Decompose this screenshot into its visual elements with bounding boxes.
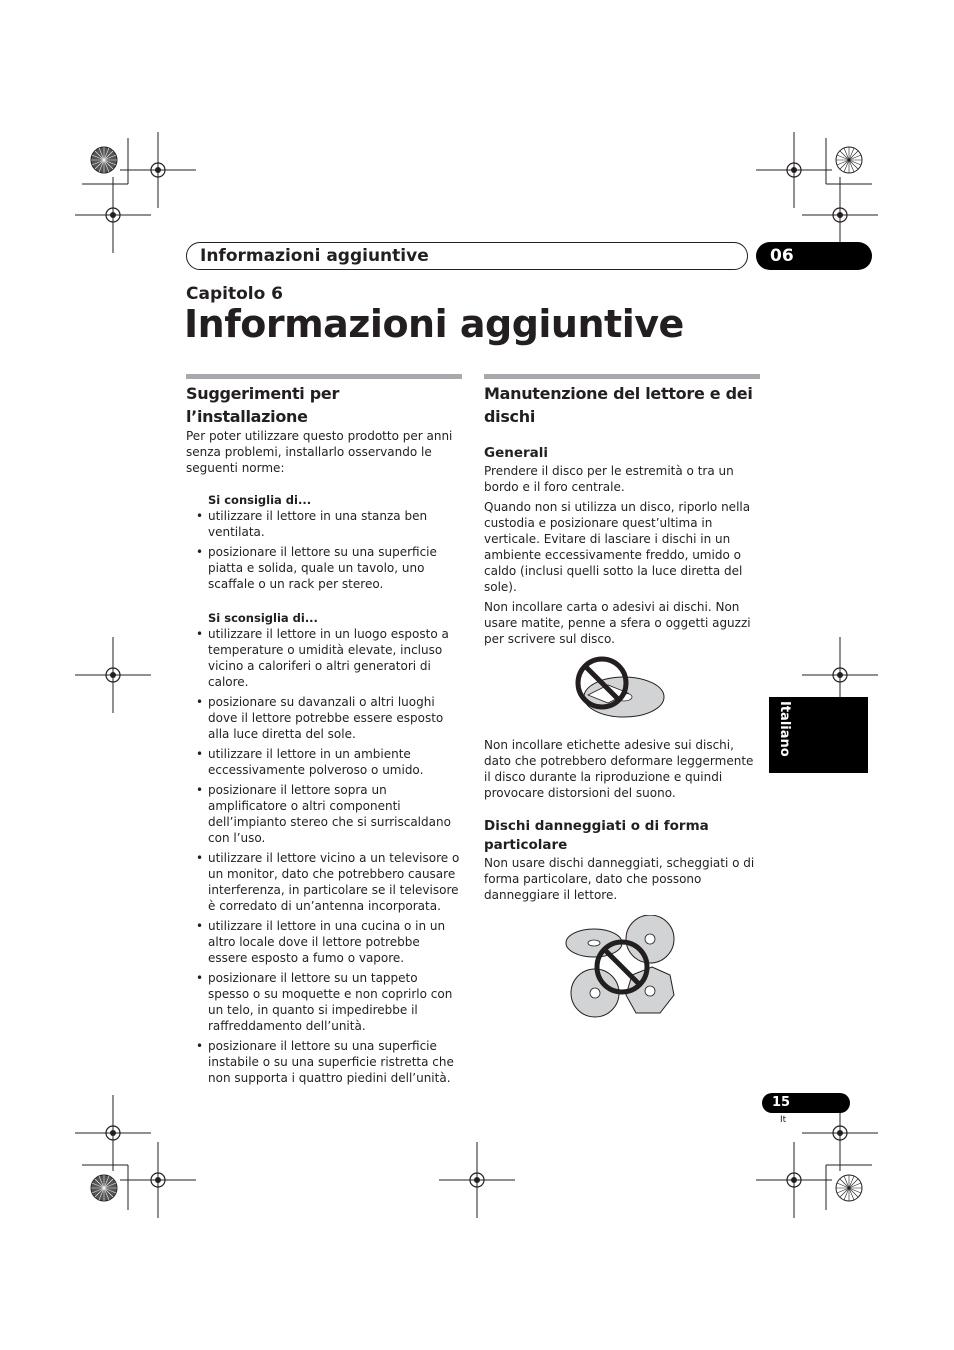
list-item: • utilizzare il lettore in una stanza ben ventilata. [186, 508, 462, 540]
chapter-label: Capitolo 6 [186, 284, 284, 304]
maintenance-heading: Manutenzione del lettore e dei dischi [484, 384, 753, 426]
dont-list [186, 626, 462, 1086]
chapter-title: Informazioni aggiuntive [184, 302, 684, 346]
list-item: • posizionare su davanzali o altri luoghi dove il lettore potrebbe essere esposto alla luce diretta del sole. [186, 694, 462, 742]
header-title: Informazioni aggiuntive [200, 246, 429, 266]
list-item: • utilizzare il lettore vicino a un televisore o un monitor, dato che potrebbero causare interferenza, in particolare se il televisore è corredato di un’antenna incorporata. [186, 850, 462, 914]
language-tab-label: Italiano [777, 701, 792, 757]
general-paragraph: Non incollare carta o adesivi ai dischi. Non usare matite, penne a sfera o oggetti aguzzi per scrivere sul disco. [484, 600, 751, 646]
list-item: • posizionare il lettore su una superficie piatta e solida, quale un tavolo, uno scaffale o un rack per stereo. [186, 544, 462, 592]
general-paragraph: Quando non si utilizza un disco, riporlo nella custodia e posizionare quest’ultima in verticale. Evitare di lasciare i dischi in un ambiente eccessivamente freddo, umido o caldo (inclusi quelli sotto la luce diretta del sole). [484, 500, 751, 594]
list-item: • utilizzare il lettore in un ambiente eccessivamente polveroso o umido. [186, 746, 462, 778]
damaged-discs-heading: Dischi danneggiati o di forma particolare [484, 818, 709, 853]
damaged-discs-illustration [484, 915, 760, 1027]
page-number: 15 [762, 1093, 850, 1113]
list-item: • posizionare il lettore su un tappeto spesso o su moquette e non coprirlo con un telo, in quanto si impedirebbe il raffreddamento dell’unità. [186, 970, 462, 1034]
no-sticker-on-disc-illustration [484, 655, 760, 729]
list-item: • posizionare il lettore sopra un amplificatore o altri componenti dell’impianto stereo che si surriscaldano con l’uso. [186, 782, 462, 846]
right-column [484, 374, 760, 1027]
general-heading: Generali [484, 445, 549, 461]
list-item: • utilizzare il lettore in una cucina o in un altro locale dove il lettore potrebbe essere esposto a fumo o vapore. [186, 918, 462, 966]
section-rule [484, 374, 760, 379]
page-language-code: It [780, 1115, 787, 1125]
left-column [186, 374, 462, 1090]
section-rule [186, 374, 462, 379]
do-heading: Si consiglia di... [208, 493, 312, 507]
dont-heading: Si sconsiglia di... [208, 611, 318, 625]
chapter-number-badge: 06 [756, 242, 872, 270]
damaged-discs-paragraph: Non usare dischi danneggiati, scheggiati o di forma particolare, dato che possono danneggiare il lettore. [484, 856, 755, 902]
sticker-warning-paragraph: Non incollare etichette adesive sui dischi, dato che potrebbero deformare leggermente il disco durante la riproduzione e quindi provocare distorsioni del suono. [484, 738, 754, 800]
do-list [186, 508, 462, 592]
list-item: • posizionare il lettore su una superficie instabile o su una superficie ristretta che non supporta i quattro piedini dell’unità. [186, 1038, 462, 1086]
installation-intro: Per poter utilizzare questo prodotto per anni senza problemi, installarlo osservando le seguenti norme: [186, 429, 453, 475]
installation-heading: Suggerimenti per l’installazione [186, 384, 340, 426]
list-item: • utilizzare il lettore in un luogo esposto a temperature o umidità elevate, incluso vicino a caloriferi o altri generatori di calore. [186, 626, 462, 690]
general-paragraph: Prendere il disco per le estremità o tra un bordo e il foro centrale. [484, 464, 734, 494]
language-tab-label-wrap [769, 697, 799, 773]
